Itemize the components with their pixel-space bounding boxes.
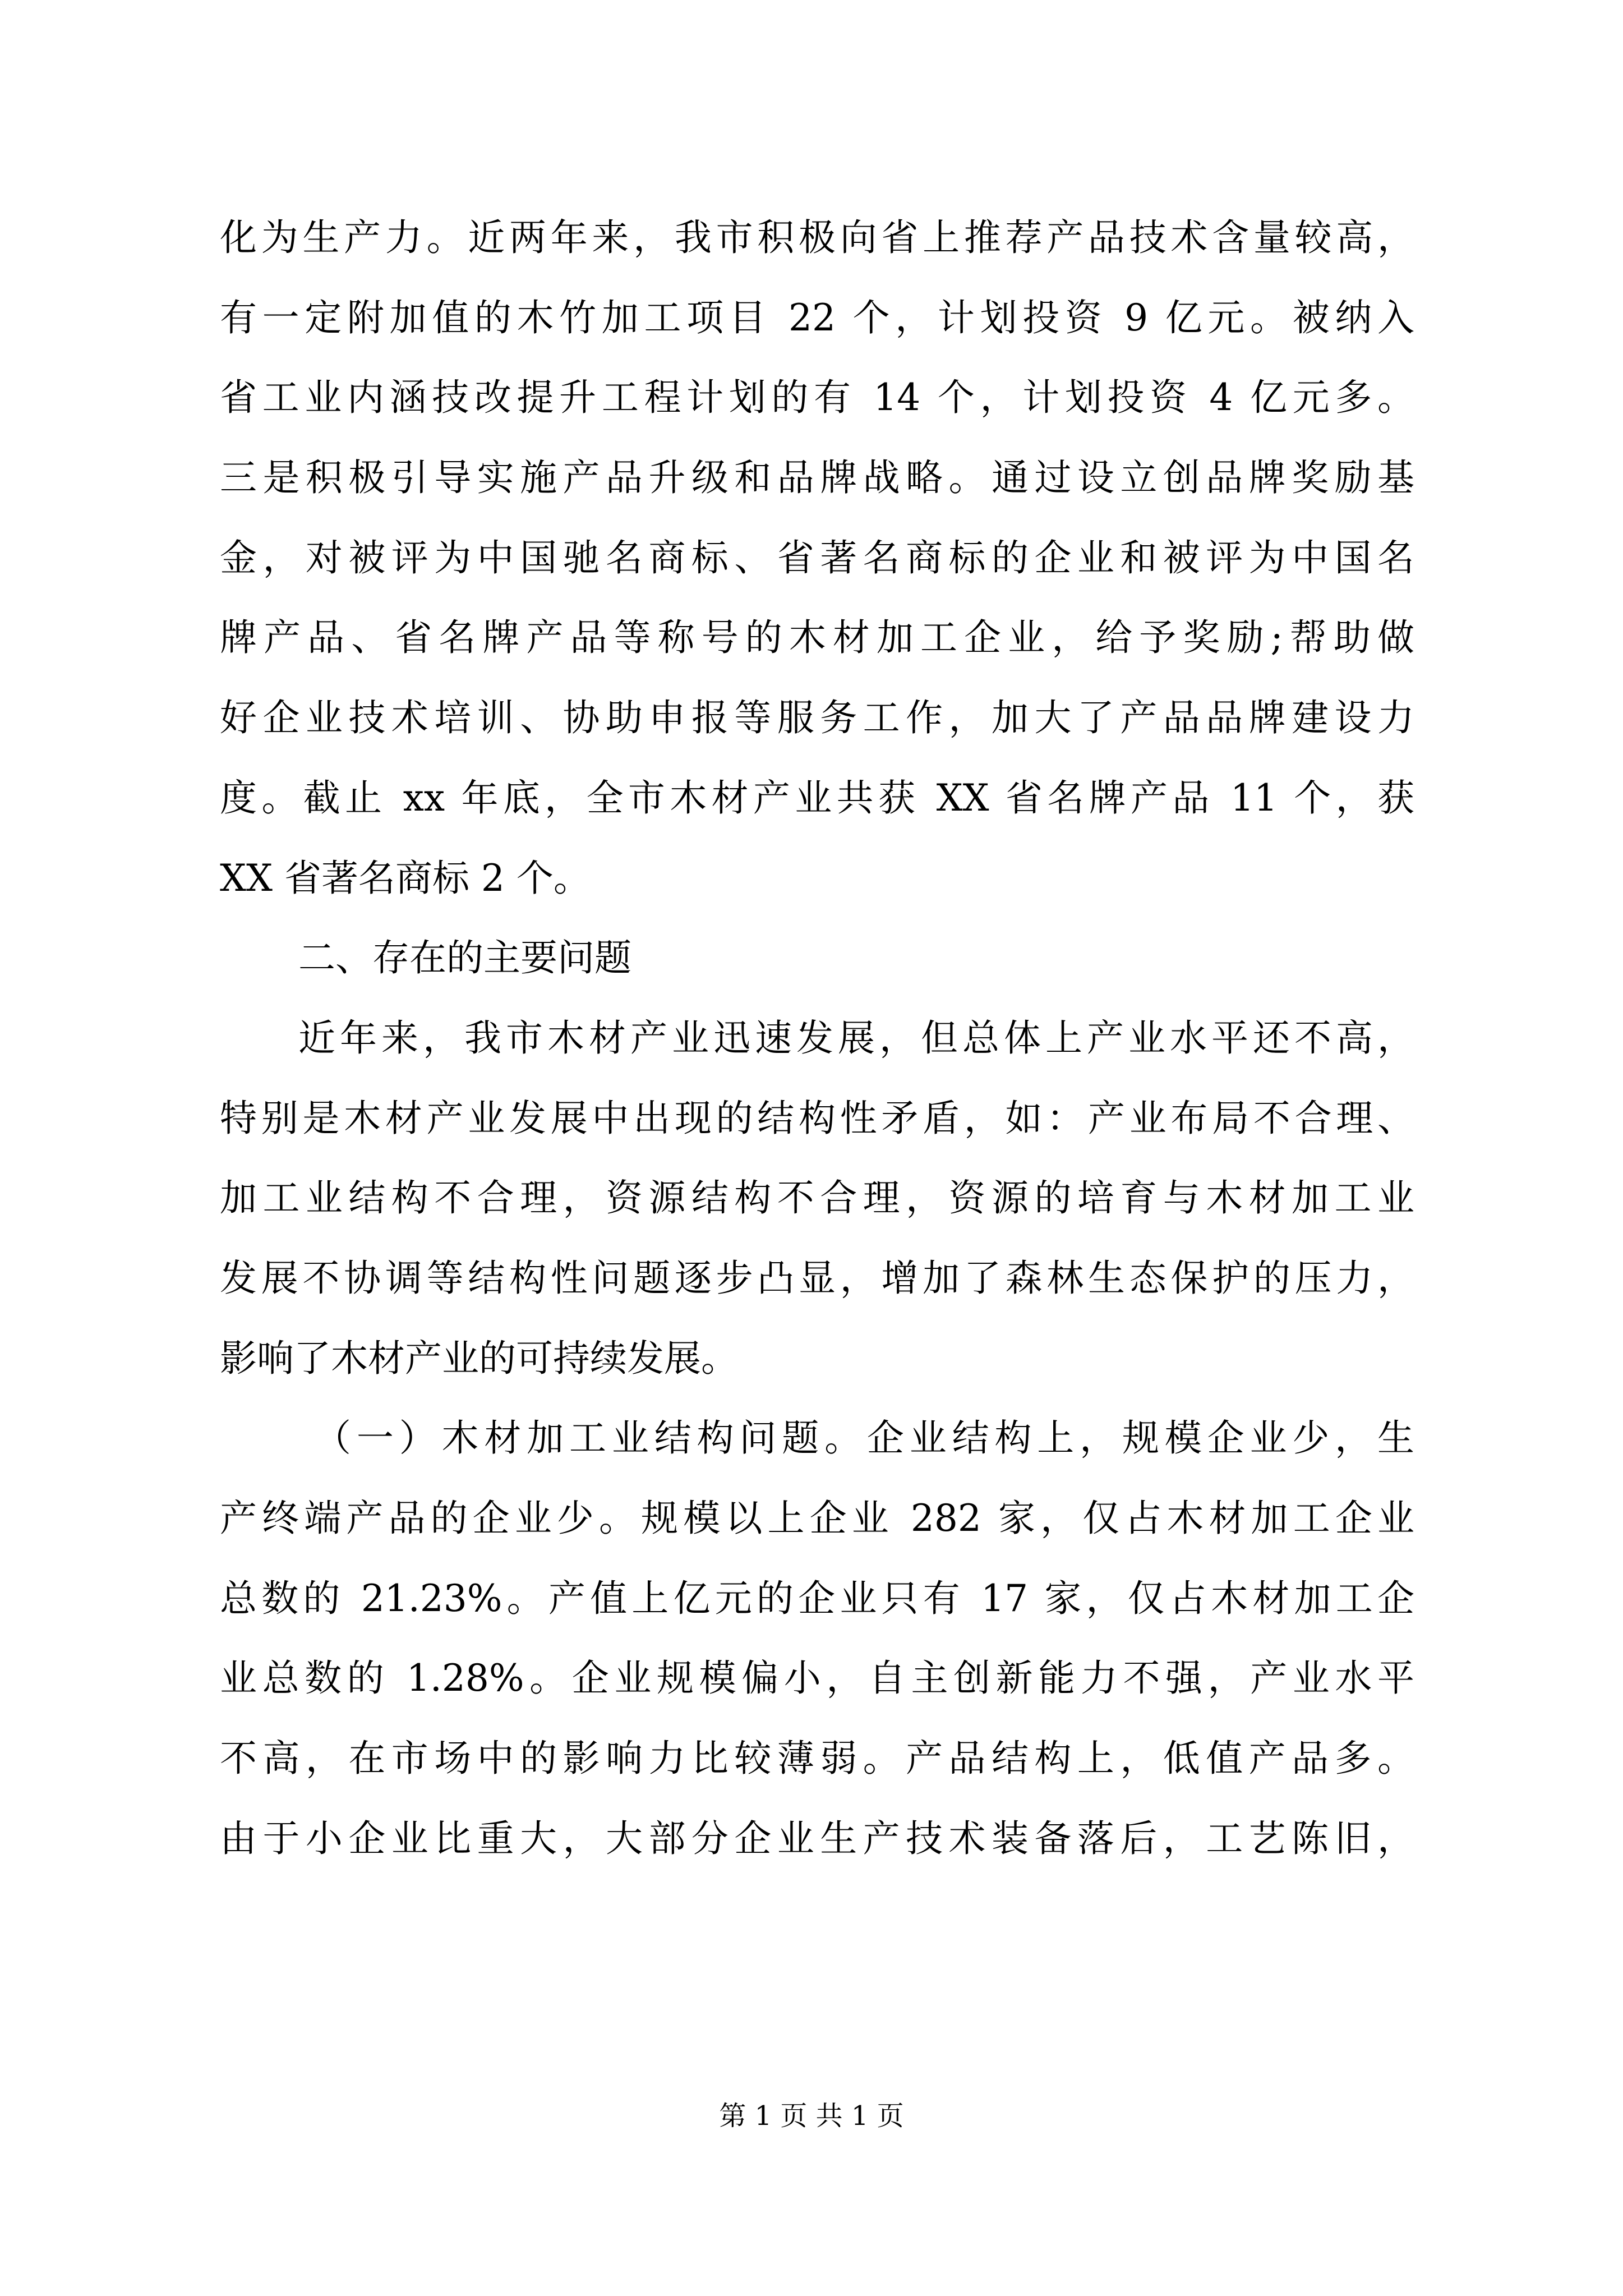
body-line: 牌产品、省名牌产品等称号的木材加工企业，给予奖励;帮助做	[220, 616, 1414, 660]
body-line: 有一定附加值的木竹加工项目 22 个，计划投资 9 亿元。被纳入	[220, 296, 1414, 339]
body-line: 近年来，我市木材产业迅速发展，但总体上产业水平还不高，	[298, 1016, 1414, 1060]
body-line: 省工业内涵技改提升工程计划的有 14 个，计划投资 4 亿元多。	[220, 376, 1414, 420]
body-line: 业总数的 1.28%。企业规模偏小，自主创新能力不强，产业水平	[220, 1657, 1414, 1700]
body-line: 加工业结构不合理，资源结构不合理，资源的培育与木材加工业	[220, 1176, 1414, 1220]
body-line: 不高，在市场中的影响力比较薄弱。产品结构上，低值产品多。	[220, 1737, 1414, 1780]
body-line: 化为生产力。近两年来，我市积极向省上推荐产品技术含量较高，	[220, 216, 1414, 259]
body-line: 度。截止 xx 年底，全市木材产业共获 XX 省名牌产品 11 个，获	[220, 776, 1414, 820]
body-line: 影响了木材产业的可持续发展。	[220, 1336, 738, 1380]
subsection-line: （一）木材加工业结构问题。企业结构上，规模企业少，生	[314, 1416, 1414, 1460]
body-line: 好企业技术培训、协助申报等服务工作，加大了产品品牌建设力	[220, 696, 1414, 740]
body-line: 由于小企业比重大，大部分企业生产技术装备落后，工艺陈旧，	[220, 1816, 1414, 1860]
section-heading: 二、存在的主要问题	[298, 936, 631, 980]
page-footer: 第 1 页 共 1 页	[719, 2100, 904, 2132]
body-line: 金，对被评为中国驰名商标、省著名商标的企业和被评为中国名	[220, 536, 1414, 579]
body-line: 发展不协调等结构性问题逐步凸显，增加了森林生态保护的压力，	[220, 1256, 1414, 1300]
body-line: 产终端产品的企业少。规模以上企业 282 家，仅占木材加工企业	[220, 1497, 1414, 1540]
body-line: 三是积极引导实施产品升级和品牌战略。通过设立创品牌奖励基	[220, 456, 1414, 500]
body-line: XX 省著名商标 2 个。	[220, 856, 591, 900]
body-line: 特别是木材产业发展中出现的结构性矛盾，如：产业布局不合理、	[220, 1096, 1414, 1140]
body-line: 总数的 21.23%。产值上亿元的企业只有 17 家，仅占木材加工企	[220, 1576, 1414, 1620]
document-body	[220, 198, 1414, 1879]
